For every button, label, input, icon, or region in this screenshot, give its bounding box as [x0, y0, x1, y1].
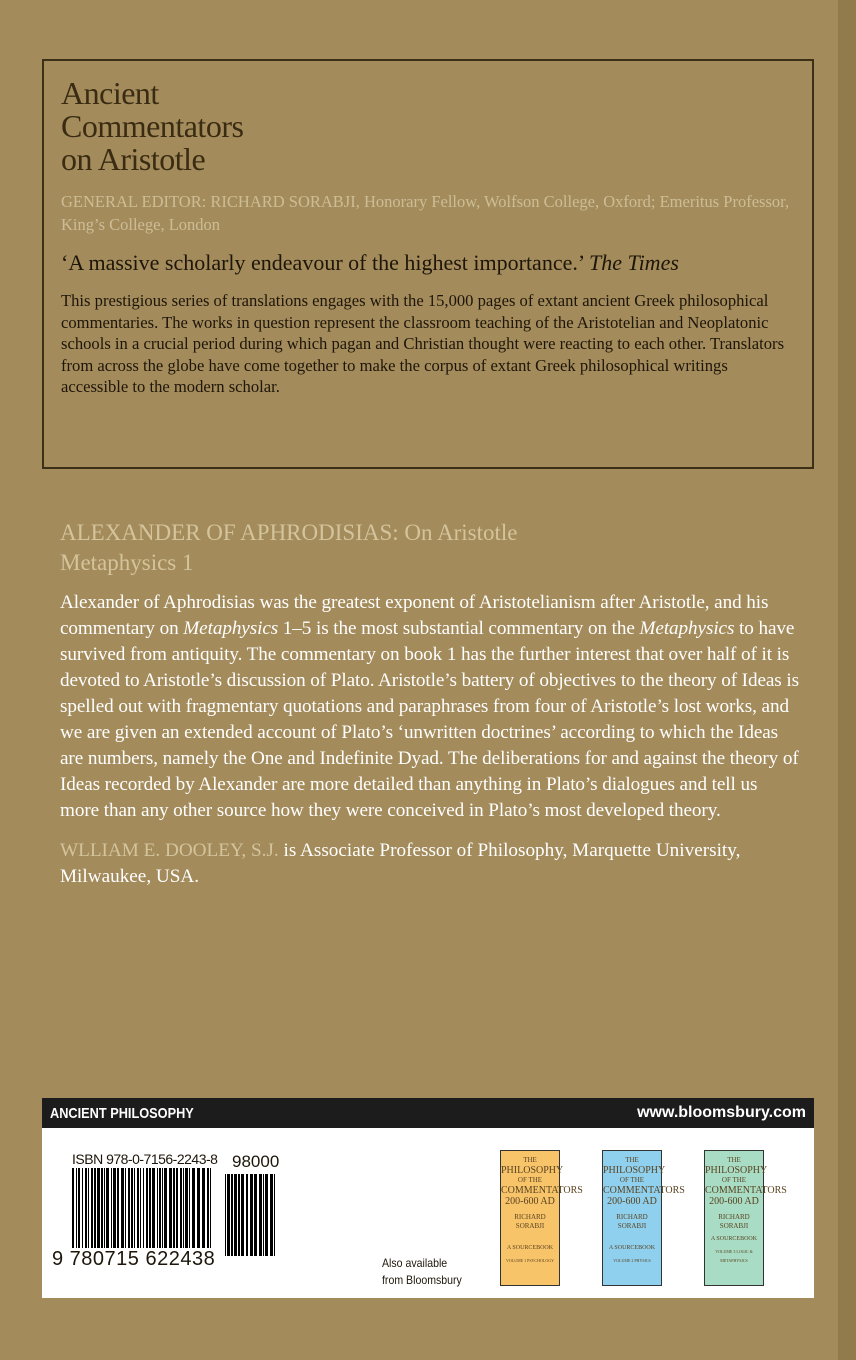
barcode-bar: [143, 1168, 144, 1248]
barcode-bar: [254, 1174, 257, 1256]
also-line: from Bloomsbury: [382, 1273, 462, 1287]
barcode-bar: [210, 1168, 211, 1248]
barcode-bar: [189, 1168, 190, 1248]
barcode-bar: [202, 1168, 205, 1248]
barcode-digits: 9 780715 622438: [52, 1248, 216, 1270]
barcode-bar: [131, 1168, 133, 1248]
spine-edge: [838, 0, 856, 1360]
cover-l2: COMMENTATORS: [603, 1185, 685, 1196]
related-book-cover[interactable]: [704, 1150, 787, 1286]
cover-l2: COMMENTATORS: [501, 1185, 583, 1196]
barcode-bar: [227, 1174, 230, 1256]
cover-sourcebook: [501, 1244, 559, 1265]
also-available: [382, 1255, 462, 1289]
barcode-bar: [104, 1168, 105, 1248]
cover-of: OF THE: [721, 1176, 747, 1184]
barcode: [72, 1168, 212, 1248]
category-label: ANCIENT PHILOSOPHY: [50, 1104, 194, 1122]
cover-editor: RICHARD SORABJI: [718, 1213, 750, 1230]
barcode-bar: [225, 1174, 226, 1256]
barcode-bar: [169, 1168, 172, 1248]
book-blurb: [60, 590, 800, 824]
barcode-bar: [265, 1174, 268, 1256]
category-bar: [42, 1098, 814, 1128]
barcode-bar: [183, 1168, 184, 1248]
cover-the: THE: [625, 1156, 639, 1164]
cover-editor: RICHARD SORABJI: [514, 1213, 546, 1230]
title-line: on Aristotle: [61, 141, 206, 177]
author-name: WLLIAM E. DOOLEY, S.J.: [60, 840, 279, 861]
barcode-bar: [82, 1168, 83, 1248]
barcode-bar: [152, 1168, 155, 1248]
cover-src: A SOURCEBOOK: [608, 1245, 656, 1251]
title-line2: Metaphysics 1: [60, 550, 194, 575]
related-book-cover[interactable]: [500, 1150, 583, 1286]
barcode-bar: [78, 1168, 80, 1248]
barcode-bar: [146, 1168, 148, 1248]
cover-src: A SOURCEBOOK: [710, 1236, 758, 1242]
title-line: Ancient: [61, 75, 159, 111]
related-book-cover[interactable]: [602, 1150, 685, 1286]
barcode-bar: [157, 1168, 158, 1248]
cover-the: THE: [523, 1156, 537, 1164]
barcode-bar: [207, 1168, 209, 1248]
footer-panel: [42, 1098, 814, 1298]
website-link[interactable]: www.bloomsbury.com: [637, 1104, 806, 1121]
barcode-bar: [149, 1168, 151, 1248]
blurb-italic: Metaphysics: [183, 618, 279, 639]
barcode-bar: [164, 1168, 167, 1248]
book-section: [60, 518, 800, 890]
barcode-bar: [121, 1168, 124, 1248]
barcode-bar: [234, 1174, 237, 1256]
barcode-bar: [246, 1174, 248, 1256]
barcode-bar: [125, 1168, 126, 1248]
barcode-bar: [97, 1168, 100, 1248]
cover-sourcebook: [705, 1235, 763, 1265]
barcode-bar: [88, 1168, 89, 1248]
isbn-label: ISBN 978-0-7156-2243-8: [72, 1151, 218, 1167]
barcode-bar: [137, 1168, 139, 1248]
series-description: This prestigious series of translations engages with the 15,000 pages of extant ancient Greek philosophical commentaries. The works in question represent the classroom teaching of the Aristotelian and Neoplatonic schools in a crucial period during which pagan and Christian thought were reacting to each other. Translators from across the globe have come together to make the corpus of extant Greek philosophical writings accessible to the modern scholar.: [61, 291, 785, 396]
barcode-bar: [94, 1168, 96, 1248]
cover-dates: 200-600 AD: [709, 1196, 759, 1207]
barcode-bar: [91, 1168, 93, 1248]
title-rest: On Aristotle: [398, 520, 518, 545]
review-quote: [61, 250, 795, 276]
addon-barcode: [225, 1174, 275, 1256]
barcode-bar: [263, 1174, 264, 1256]
barcode-bar: [250, 1174, 253, 1256]
barcode-bar: [241, 1174, 244, 1256]
barcode-bar: [192, 1168, 195, 1248]
barcode-bar: [76, 1168, 77, 1248]
quote-source: The Times: [589, 250, 679, 275]
quote-text: ‘A massive scholarly endeavour of the highest importance.’: [61, 250, 584, 275]
cover-l1: PHILOSOPHY: [705, 1165, 768, 1176]
barcode-bar: [134, 1168, 135, 1248]
cover-sourcebook: [603, 1244, 661, 1265]
barcode-bar: [162, 1168, 163, 1248]
barcode-bar: [185, 1168, 188, 1248]
barcode-bar: [111, 1168, 112, 1248]
cover-of: OF THE: [619, 1176, 645, 1184]
cover-dates: 200-600 AD: [505, 1196, 555, 1207]
author-bio-text: is Associate Professor of Philosophy, Marquette University, Milwaukee, USA.: [60, 840, 741, 887]
blurb-italic: Metaphysics: [639, 618, 735, 639]
barcode-bar: [176, 1168, 178, 1248]
cover-the: THE: [727, 1156, 741, 1164]
blurb-text: to have survived from antiquity. The commentary on book 1 has the further interest that over half of it is devoted to Aristotle’s discussion of Plato. Aristotle’s battery of objectives to the theory of Ideas is spelled out with fragmentary quotations and paraphrases from four of Aristotle’s lost works, and we are given an extended account of Plato’s ‘unwritten doctrines’ according to which the Ideas are numbers, namely the One and Indefinite Dyad. The deliberations for and against the theory of Ideas recorded by Alexander are more detailed than anything in Plato’s dialogues and tell us more than any other source how they were conceived in Plato’s most developed theory.: [60, 618, 799, 821]
price-code: 98000: [232, 1152, 280, 1171]
cover-l1: PHILOSOPHY: [501, 1165, 564, 1176]
barcode-bar: [113, 1168, 116, 1248]
cover-l2: COMMENTATORS: [705, 1185, 787, 1196]
cover-volume: VOLUME 1 PSYCHOLOGY: [505, 1258, 554, 1263]
cover-of: OF THE: [517, 1176, 543, 1184]
series-box: [42, 59, 814, 469]
barcode-bar: [274, 1174, 275, 1256]
barcode-bar: [128, 1168, 130, 1248]
cover-volume: VOLUME 2 PHYSICS: [613, 1258, 651, 1263]
barcode-bar: [101, 1168, 103, 1248]
barcode-bar: [72, 1168, 74, 1248]
cover-src: A SOURCEBOOK: [506, 1245, 554, 1251]
barcode-bar: [180, 1168, 182, 1248]
book-title: [60, 518, 800, 578]
barcode-bar: [238, 1174, 240, 1256]
cover-l1: PHILOSOPHY: [603, 1165, 666, 1176]
cover-editor: RICHARD SORABJI: [616, 1213, 648, 1230]
barcode-bar: [270, 1174, 273, 1256]
series-title: [61, 77, 795, 176]
barcode-bar: [85, 1168, 87, 1248]
barcode-bar: [173, 1168, 175, 1248]
barcode-bar: [140, 1168, 141, 1248]
cover-volume: VOLUME 3 LOGIC & METAPHYSICS: [715, 1249, 753, 1263]
author-bio: [60, 838, 800, 890]
title-line: Commentators: [61, 108, 244, 144]
also-line: Also available: [382, 1256, 448, 1270]
barcode-bar: [159, 1168, 161, 1248]
blurb-text: Alexander of Aphrodisias was the greatest exponent of Aristotelianism after Aristotle, and his commentary on: [60, 592, 769, 639]
barcode-bar: [231, 1174, 233, 1256]
barcode-bar: [106, 1168, 109, 1248]
general-editor: GENERAL EDITOR: RICHARD SORABJI, Honorary Fellow, Wolfson College, Oxford; Emeritus Professor, King’s College, London: [61, 192, 790, 234]
blurb-text: 1–5 is the most substantial commentary on the: [278, 618, 640, 639]
title-caps: ALEXANDER OF APHRODISIAS:: [60, 520, 399, 545]
barcode-bar: [197, 1168, 200, 1248]
barcode-bar: [117, 1168, 119, 1248]
cover-dates: 200-600 AD: [607, 1196, 657, 1207]
barcode-bar: [259, 1174, 262, 1256]
